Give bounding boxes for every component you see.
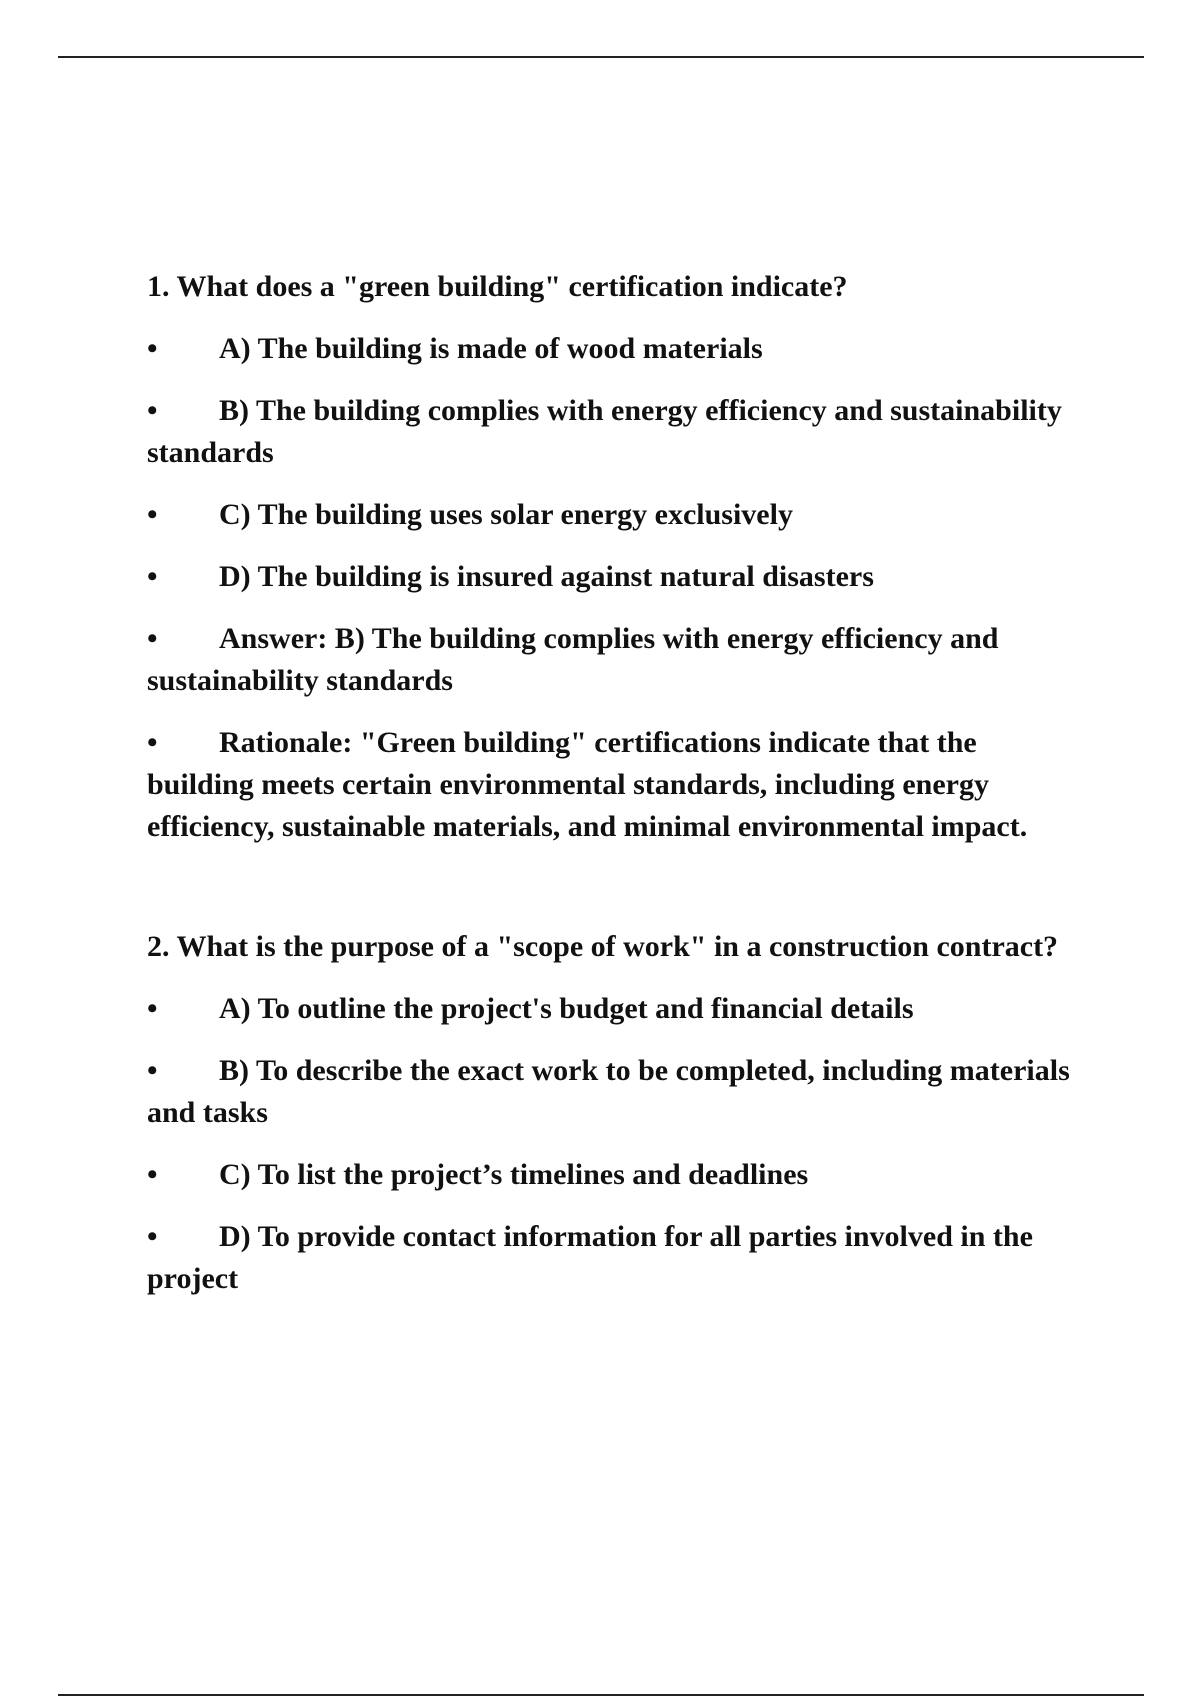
option-text: A) The building is made of wood materials [219,332,763,365]
question-2-option-c [147,1154,1087,1196]
question-1-option-b [147,390,1087,474]
option-text: C) To list the project’s timelines and deadlines [219,1158,809,1191]
question-1-answer [147,618,1087,702]
question-1-text: 1. What does a "green building" certification indicate? [147,270,848,303]
bullet-icon: • [147,394,158,427]
answer-text: Answer: B) The building complies with energy efficiency and sustainability standards [147,622,999,697]
bullet-icon: • [147,726,158,759]
option-text: C) The building uses solar energy exclusively [219,498,793,531]
option-text: D) The building is insured against natural disasters [219,560,874,593]
question-1-option-c [147,494,1087,536]
bullet-icon: • [147,560,158,593]
option-text: D) To provide contact information for all parties involved in the project [147,1220,1033,1295]
question-1-option-d [147,556,1087,598]
bullet-icon: • [147,622,158,655]
top-rule [58,56,1144,58]
question-1-option-a [147,328,1087,370]
question-2 [147,926,1087,1300]
document-body [147,266,1087,1300]
bullet-icon: • [147,992,158,1025]
question-2-option-d [147,1216,1087,1300]
rationale-text: Rationale: "Green building" certifications indicate that the building meets certain environmental standards, including energy efficiency, sustainable materials, and minimal environmental impact. [147,726,1028,843]
question-1-rationale [147,722,1087,848]
option-text: A) To outline the project's budget and financial details [219,992,914,1025]
question-1-items [147,328,1087,848]
question-2-items [147,988,1087,1300]
bullet-icon: • [147,1158,158,1191]
option-text: B) The building complies with energy efficiency and sustainability standards [147,394,1062,469]
bullet-icon: • [147,1220,158,1253]
bottom-rule [58,1694,1144,1696]
question-2-text: 2. What is the purpose of a "scope of work" in a construction contract? [147,930,1059,963]
question-2-option-b [147,1050,1087,1134]
bullet-icon: • [147,498,158,531]
question-1 [147,266,1087,848]
option-text: B) To describe the exact work to be completed, including materials and tasks [147,1054,1070,1129]
question-2-option-a [147,988,1087,1030]
bullet-icon: • [147,332,158,365]
bullet-icon: • [147,1054,158,1087]
